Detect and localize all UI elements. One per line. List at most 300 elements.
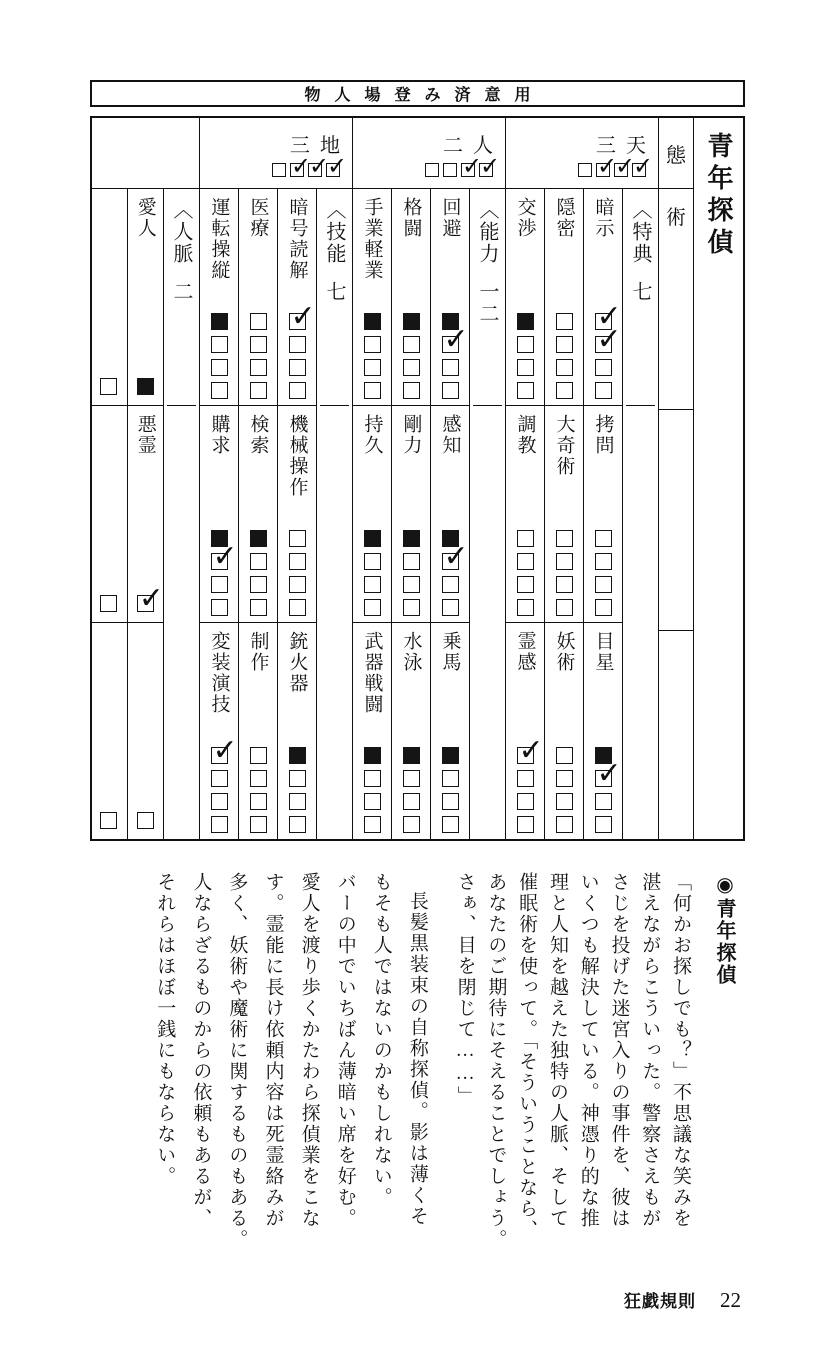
skill-checkbox bbox=[595, 576, 612, 593]
skill-checkbox bbox=[364, 359, 381, 376]
skill-name: 機械操作 bbox=[286, 414, 308, 498]
extra-column bbox=[91, 189, 127, 839]
group-body bbox=[353, 189, 505, 839]
attribute-checkboxes bbox=[272, 163, 340, 177]
skill-name: 医療 bbox=[247, 197, 269, 239]
skill-cell bbox=[392, 189, 430, 406]
book-title: 狂戯規則 bbox=[624, 1292, 696, 1311]
empty-header-cell bbox=[659, 410, 693, 631]
skill-checkbox bbox=[403, 313, 420, 330]
text-line: 湛えながらこういった。警察さえもが bbox=[639, 872, 661, 1229]
skill-name: 目星 bbox=[592, 631, 614, 673]
skill-checkbox bbox=[403, 359, 420, 376]
skill-checkbox bbox=[289, 382, 306, 399]
extra-cell bbox=[91, 623, 127, 839]
group-label bbox=[167, 197, 196, 303]
skill-column bbox=[353, 189, 391, 839]
skill-checkbox bbox=[250, 553, 267, 570]
skill-checkbox bbox=[211, 382, 228, 399]
attribute-label: 天 bbox=[626, 135, 646, 157]
skill-checkbox bbox=[403, 747, 420, 764]
skill-checkbox bbox=[556, 747, 573, 764]
group-label-column bbox=[316, 189, 352, 839]
text-line: あなたのご期待にそえることでしょう。 bbox=[485, 872, 507, 1250]
skill-checkboxes bbox=[556, 747, 573, 833]
skill-name: 暗号読解 bbox=[286, 197, 308, 281]
skill-checkbox bbox=[211, 576, 228, 593]
skill-column bbox=[583, 189, 622, 839]
skill-checkbox bbox=[250, 793, 267, 810]
skill-checkbox bbox=[250, 359, 267, 376]
contact-cell bbox=[128, 623, 164, 839]
contact-checkbox bbox=[137, 378, 154, 395]
skill-checkbox bbox=[364, 576, 381, 593]
skill-checkbox bbox=[250, 770, 267, 787]
skill-checkboxes bbox=[595, 313, 612, 399]
skill-checkbox bbox=[517, 336, 534, 353]
skill-cell bbox=[239, 189, 277, 406]
skill-checkbox bbox=[364, 336, 381, 353]
skill-checkbox bbox=[556, 599, 573, 616]
extra-slot bbox=[100, 378, 117, 395]
skill-checkbox bbox=[556, 816, 573, 833]
skill-checkbox bbox=[289, 553, 306, 570]
skill-name: 格闘 bbox=[400, 197, 422, 239]
skill-checkboxes bbox=[595, 530, 612, 616]
skill-checkbox bbox=[364, 530, 381, 547]
contact-checkbox bbox=[137, 812, 154, 829]
skill-checkbox bbox=[250, 816, 267, 833]
skill-checkbox bbox=[289, 359, 306, 376]
skill-name: 隠密 bbox=[553, 197, 575, 239]
group-label-column bbox=[163, 189, 199, 839]
skill-checkbox bbox=[403, 382, 420, 399]
skill-checkboxes bbox=[289, 313, 306, 399]
attribute-label: 人 bbox=[473, 135, 493, 157]
attribute-cell-jin bbox=[353, 118, 505, 189]
body-section bbox=[146, 872, 745, 1274]
skill-cell bbox=[239, 406, 277, 623]
group-label bbox=[626, 197, 655, 303]
banner-text: 物人場登み済意用 bbox=[304, 87, 545, 104]
skill-checkbox bbox=[517, 553, 534, 570]
skill-checkbox bbox=[517, 382, 534, 399]
skill-cell bbox=[353, 623, 391, 839]
skill-checkbox bbox=[250, 576, 267, 593]
skill-checkbox bbox=[595, 382, 612, 399]
contact-name: 愛人 bbox=[134, 197, 156, 239]
skill-cell bbox=[506, 623, 544, 839]
skill-checkbox bbox=[289, 530, 306, 547]
skill-checkbox bbox=[364, 816, 381, 833]
extra-checkbox bbox=[100, 378, 117, 395]
attr-checkbox bbox=[461, 163, 475, 177]
skill-checkbox bbox=[517, 747, 534, 764]
text-line: それらはほぼ一銭にもならない。 bbox=[154, 872, 176, 1187]
skill-checkbox bbox=[556, 313, 573, 330]
skill-name: 剛力 bbox=[400, 414, 422, 456]
character-sheet bbox=[90, 116, 745, 841]
attr-checkbox bbox=[290, 163, 304, 177]
skill-checkboxes bbox=[517, 747, 534, 833]
skill-checkbox bbox=[403, 816, 420, 833]
skill-name: 感知 bbox=[439, 414, 461, 456]
skill-checkbox bbox=[595, 359, 612, 376]
attr-checkbox bbox=[425, 163, 439, 177]
skill-checkboxes bbox=[442, 747, 459, 833]
skill-name: 乗馬 bbox=[439, 631, 461, 673]
group-name: 人脈 bbox=[170, 221, 192, 265]
skill-checkbox bbox=[442, 770, 459, 787]
skill-name: 水泳 bbox=[400, 631, 422, 673]
extra-slot bbox=[100, 595, 117, 612]
skill-checkbox bbox=[211, 770, 228, 787]
attr-checkbox bbox=[443, 163, 457, 177]
attribute-cell-empty bbox=[91, 118, 199, 189]
attr-checkbox bbox=[632, 163, 646, 177]
skill-checkbox bbox=[211, 553, 228, 570]
skill-cell bbox=[278, 406, 316, 623]
skill-checkbox bbox=[556, 576, 573, 593]
skill-checkbox bbox=[517, 313, 534, 330]
skill-cell bbox=[545, 623, 583, 839]
skill-checkbox bbox=[289, 770, 306, 787]
skill-checkbox bbox=[211, 793, 228, 810]
paragraph bbox=[146, 872, 435, 1274]
character-name: 青年探偵 bbox=[704, 132, 733, 260]
text-line: もそも人ではないのかもしれない。 bbox=[370, 872, 392, 1208]
skill-checkbox bbox=[595, 793, 612, 810]
top-banner bbox=[90, 80, 745, 107]
skill-cell bbox=[278, 189, 316, 406]
skill-checkbox bbox=[442, 336, 459, 353]
skill-checkboxes bbox=[556, 530, 573, 616]
group-label bbox=[320, 197, 349, 303]
skill-cell bbox=[200, 406, 238, 623]
group-body bbox=[91, 189, 199, 839]
state-header-cell bbox=[659, 118, 693, 189]
skill-checkboxes bbox=[250, 530, 267, 616]
skill-checkboxes bbox=[517, 313, 534, 399]
skill-checkboxes bbox=[517, 530, 534, 616]
skill-name: 持久 bbox=[361, 414, 383, 456]
group-label-cell bbox=[167, 189, 196, 406]
skill-checkbox bbox=[403, 336, 420, 353]
skill-checkboxes bbox=[289, 530, 306, 616]
skill-name: 暗示 bbox=[592, 197, 614, 239]
attribute-value: 三 bbox=[290, 135, 310, 157]
row-header-column bbox=[658, 118, 693, 839]
text-line: バーの中でいちばん薄暗い席を好む。 bbox=[334, 872, 356, 1229]
skill-checkbox bbox=[595, 816, 612, 833]
skill-checkbox bbox=[289, 313, 306, 330]
skill-cell bbox=[584, 623, 622, 839]
extra-cell bbox=[91, 189, 127, 406]
skill-name: 拷問 bbox=[592, 414, 614, 456]
skill-checkboxes bbox=[403, 313, 420, 399]
text-line: さじを投げた迷宮入りの事件を、彼は bbox=[608, 872, 630, 1229]
text-line: 「何かお探しでも？」不思議な笑みを bbox=[670, 872, 691, 1229]
attribute-value: 三 bbox=[596, 135, 616, 157]
text-line: 愛人を渡り歩くかたわら探偵業をこな bbox=[298, 872, 320, 1229]
art-header: 術 bbox=[666, 207, 686, 229]
skill-checkboxes bbox=[442, 313, 459, 399]
group-points: 二 bbox=[170, 281, 192, 303]
skill-checkboxes bbox=[364, 313, 381, 399]
skill-cell bbox=[392, 623, 430, 839]
skill-cell bbox=[506, 406, 544, 623]
skill-cell bbox=[353, 406, 391, 623]
skill-name: 調教 bbox=[514, 414, 536, 456]
skill-checkboxes bbox=[403, 530, 420, 616]
skill-checkbox bbox=[364, 313, 381, 330]
skill-cell bbox=[353, 189, 391, 406]
attr-checkbox bbox=[596, 163, 610, 177]
contact-column bbox=[127, 189, 164, 839]
group-label-column bbox=[622, 189, 658, 839]
group-contacts bbox=[91, 118, 199, 839]
skill-checkbox bbox=[364, 382, 381, 399]
skill-checkbox bbox=[595, 530, 612, 547]
skill-column bbox=[430, 189, 469, 839]
extra-checkbox bbox=[100, 595, 117, 612]
skill-checkbox bbox=[289, 599, 306, 616]
skill-name: 回避 bbox=[439, 197, 461, 239]
group-label-cell bbox=[320, 189, 349, 406]
skill-checkbox bbox=[556, 382, 573, 399]
skill-cell bbox=[431, 623, 469, 839]
extra-cell bbox=[91, 406, 127, 623]
skill-name: 手業軽業 bbox=[361, 197, 383, 281]
attribute-checkboxes bbox=[425, 163, 493, 177]
skill-checkbox bbox=[289, 793, 306, 810]
group-label-cell bbox=[626, 189, 655, 406]
skill-cell bbox=[506, 189, 544, 406]
skill-cell bbox=[584, 406, 622, 623]
attr-checkbox bbox=[614, 163, 628, 177]
contact-cell bbox=[128, 189, 164, 406]
skill-checkbox bbox=[556, 793, 573, 810]
skill-checkbox bbox=[289, 747, 306, 764]
page-footer bbox=[624, 1287, 741, 1313]
skill-checkboxes bbox=[595, 747, 612, 833]
group-bracket: 〈 bbox=[476, 199, 498, 221]
skill-checkbox bbox=[517, 599, 534, 616]
group-name: 能力 bbox=[476, 221, 498, 265]
attr-checkbox bbox=[578, 163, 592, 177]
group-perks bbox=[505, 118, 658, 839]
group-points: 七 bbox=[323, 281, 345, 303]
skill-checkbox bbox=[211, 336, 228, 353]
skill-checkbox bbox=[289, 816, 306, 833]
skill-name: 銃火器 bbox=[286, 631, 308, 694]
skill-checkbox bbox=[595, 599, 612, 616]
group-points: 七 bbox=[629, 281, 651, 303]
text-line: 理と人知を越えた独特の人脈、そして bbox=[546, 872, 568, 1229]
skill-checkbox bbox=[211, 747, 228, 764]
skill-cell bbox=[431, 189, 469, 406]
group-name: 技能 bbox=[323, 221, 345, 265]
skill-column bbox=[544, 189, 583, 839]
skill-column bbox=[238, 189, 277, 839]
skill-name: 武器戦闘 bbox=[361, 631, 383, 715]
skill-name: 交渉 bbox=[514, 197, 536, 239]
skill-checkboxes bbox=[211, 530, 228, 616]
contact-slot bbox=[137, 812, 154, 829]
attribute-value: 二 bbox=[443, 135, 463, 157]
skill-checkbox bbox=[517, 530, 534, 547]
skill-checkboxes bbox=[289, 747, 306, 833]
attr-checkbox bbox=[308, 163, 322, 177]
skill-checkboxes bbox=[403, 747, 420, 833]
skill-checkbox bbox=[211, 359, 228, 376]
skill-checkboxes bbox=[556, 313, 573, 399]
skill-checkbox bbox=[595, 336, 612, 353]
skill-checkbox bbox=[517, 816, 534, 833]
skill-checkbox bbox=[364, 770, 381, 787]
skill-checkbox bbox=[556, 336, 573, 353]
skill-cell bbox=[545, 189, 583, 406]
text-line: 催眠術を使って。「そういうことなら、 bbox=[516, 872, 538, 1241]
skill-checkboxes bbox=[364, 747, 381, 833]
skill-name: 大奇術 bbox=[553, 414, 575, 477]
skill-name: 購求 bbox=[208, 414, 230, 456]
skill-checkbox bbox=[556, 770, 573, 787]
group-label-cell bbox=[473, 189, 502, 406]
skill-checkbox bbox=[517, 793, 534, 810]
skill-checkbox bbox=[442, 553, 459, 570]
group-label-column bbox=[469, 189, 505, 839]
skill-checkbox bbox=[250, 336, 267, 353]
skill-checkbox bbox=[556, 359, 573, 376]
skill-checkbox bbox=[556, 553, 573, 570]
skill-column bbox=[200, 189, 238, 839]
group-name: 特典 bbox=[629, 221, 651, 265]
skill-name: 霊感 bbox=[514, 631, 536, 673]
group-label bbox=[473, 197, 502, 325]
skill-checkboxes bbox=[364, 530, 381, 616]
text-line: す。霊能に長け依頼内容は死霊絡みが bbox=[262, 872, 284, 1229]
skill-checkboxes bbox=[250, 313, 267, 399]
body-heading: ◉青年探偵 bbox=[713, 872, 735, 986]
text-line: 多く、妖術や魔術に関するものもある。 bbox=[226, 872, 248, 1250]
skill-column bbox=[506, 189, 544, 839]
extra-slot bbox=[100, 812, 117, 829]
skill-checkbox bbox=[403, 530, 420, 547]
group-body bbox=[506, 189, 658, 839]
skill-checkbox bbox=[403, 599, 420, 616]
attribute-checkboxes bbox=[578, 163, 646, 177]
skill-checkbox bbox=[250, 747, 267, 764]
art-header-cell bbox=[659, 189, 693, 410]
contact-name: 悪霊 bbox=[134, 414, 156, 456]
text-line: 人ならざるものからの依頼もあるが、 bbox=[190, 872, 212, 1229]
text-line: いくつも解決している。神憑り的な推 bbox=[577, 872, 599, 1229]
skill-checkbox bbox=[442, 359, 459, 376]
skill-checkbox bbox=[442, 382, 459, 399]
skill-cell bbox=[278, 623, 316, 839]
skill-name: 変装演技 bbox=[208, 631, 230, 715]
skill-checkbox bbox=[556, 530, 573, 547]
extra-checkbox bbox=[100, 812, 117, 829]
group-abilities bbox=[352, 118, 505, 839]
skill-cell bbox=[239, 623, 277, 839]
skill-checkbox bbox=[250, 313, 267, 330]
skill-checkbox bbox=[364, 553, 381, 570]
skill-column bbox=[391, 189, 430, 839]
state-header: 態 bbox=[666, 144, 686, 167]
skill-checkbox bbox=[250, 599, 267, 616]
skill-checkboxes bbox=[211, 747, 228, 833]
skill-checkbox bbox=[403, 576, 420, 593]
group-bracket: 〈 bbox=[629, 199, 651, 221]
skill-checkbox bbox=[442, 599, 459, 616]
skill-checkbox bbox=[289, 336, 306, 353]
skill-name: 妖術 bbox=[553, 631, 575, 673]
skill-checkbox bbox=[442, 793, 459, 810]
skill-checkbox bbox=[442, 747, 459, 764]
skill-checkbox bbox=[517, 576, 534, 593]
skill-checkbox bbox=[364, 793, 381, 810]
skill-cell bbox=[584, 189, 622, 406]
page-number: 22 bbox=[720, 1288, 741, 1312]
contact-slot bbox=[137, 595, 154, 612]
skill-cell bbox=[431, 406, 469, 623]
skill-checkbox bbox=[595, 770, 612, 787]
skill-checkbox bbox=[442, 816, 459, 833]
skill-checkbox bbox=[250, 382, 267, 399]
skill-name: 運転操縦 bbox=[208, 197, 230, 281]
attribute-cell-chi bbox=[200, 118, 352, 189]
text-line: 長髪黒装束の自称探偵。影は薄くそ bbox=[406, 891, 428, 1227]
skill-checkbox bbox=[250, 530, 267, 547]
skill-cell bbox=[392, 406, 430, 623]
group-bracket: 〈 bbox=[170, 199, 192, 221]
paragraph bbox=[449, 872, 695, 1274]
attr-checkbox bbox=[272, 163, 286, 177]
character-name-column bbox=[693, 118, 743, 839]
contact-cell bbox=[128, 406, 164, 623]
skill-cell bbox=[545, 406, 583, 623]
contact-checkbox bbox=[137, 595, 154, 612]
text-line: さぁ、目を閉じて……」 bbox=[454, 872, 476, 1107]
skill-column bbox=[277, 189, 316, 839]
skill-checkbox bbox=[403, 770, 420, 787]
attr-checkbox bbox=[479, 163, 493, 177]
attribute-cell-ten bbox=[506, 118, 658, 189]
skill-checkbox bbox=[403, 793, 420, 810]
skill-checkbox bbox=[595, 553, 612, 570]
skill-checkbox bbox=[211, 313, 228, 330]
skill-checkbox bbox=[364, 747, 381, 764]
skill-checkbox bbox=[211, 599, 228, 616]
contact-slot bbox=[137, 378, 154, 395]
skill-name: 制作 bbox=[247, 631, 269, 673]
group-skills bbox=[199, 118, 352, 839]
attribute-label: 地 bbox=[320, 135, 340, 157]
skill-checkboxes bbox=[250, 747, 267, 833]
group-points: 一二 bbox=[476, 281, 498, 325]
empty-header-cell bbox=[659, 631, 693, 839]
skill-checkbox bbox=[289, 576, 306, 593]
skill-checkbox bbox=[364, 599, 381, 616]
skill-checkbox bbox=[517, 359, 534, 376]
skill-cell bbox=[200, 189, 238, 406]
attr-checkbox bbox=[326, 163, 340, 177]
skill-checkbox bbox=[442, 576, 459, 593]
group-body bbox=[200, 189, 352, 839]
skill-checkbox bbox=[211, 816, 228, 833]
